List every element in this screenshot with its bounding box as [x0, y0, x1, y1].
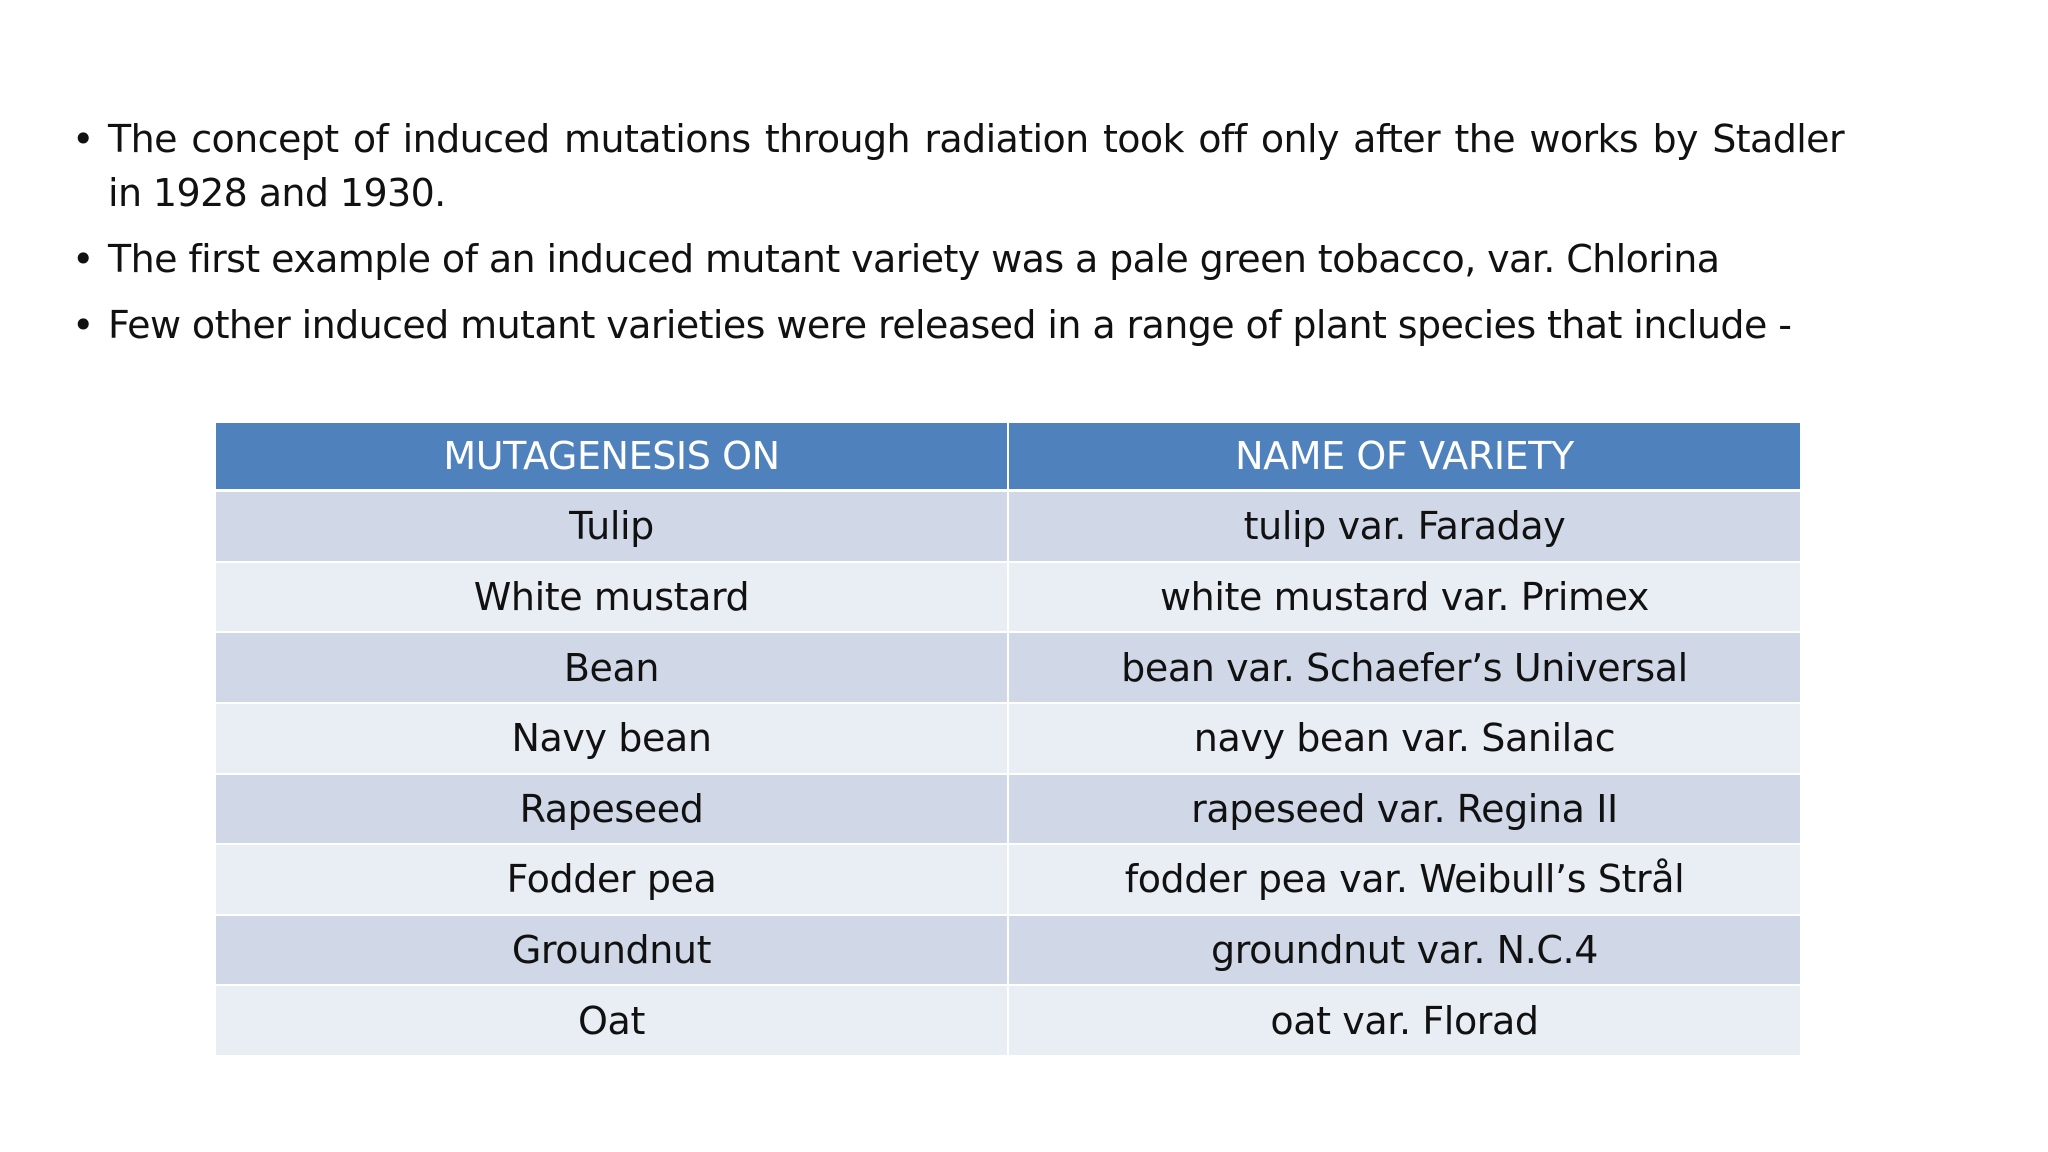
- table-row: [215, 915, 1801, 986]
- bullet-item: [72, 298, 1844, 352]
- bullet-dot-icon: •: [72, 303, 94, 347]
- variety-table: [214, 423, 1802, 1055]
- bullet-item: [72, 112, 1844, 220]
- cell-crop: Fodder pea: [215, 844, 1008, 915]
- cell-variety: rapeseed var. Regina II: [1008, 774, 1801, 845]
- bullet-text: Few other induced mutant varieties were released in a range of plant species that include -: [108, 303, 1792, 347]
- cell-crop: Groundnut: [215, 915, 1008, 986]
- cell-crop: Bean: [215, 632, 1008, 703]
- bullet-list: [72, 112, 1844, 364]
- variety-table-container: [214, 423, 1800, 1055]
- cell-variety: fodder pea var. Weibull’s Strål: [1008, 844, 1801, 915]
- cell-variety: white mustard var. Primex: [1008, 562, 1801, 633]
- cell-variety: bean var. Schaefer’s Universal: [1008, 632, 1801, 703]
- cell-variety: oat var. Florad: [1008, 985, 1801, 1055]
- cell-crop: Tulip: [215, 491, 1008, 562]
- table-row: [215, 844, 1801, 915]
- header-mutagenesis-on: MUTAGENESIS ON: [215, 423, 1008, 491]
- cell-crop: White mustard: [215, 562, 1008, 633]
- bullet-text: The first example of an induced mutant variety was a pale green tobacco, var. Chlorina: [108, 237, 1720, 281]
- table-row: [215, 491, 1801, 562]
- cell-crop: Navy bean: [215, 703, 1008, 774]
- table-row: [215, 562, 1801, 633]
- table-row: [215, 985, 1801, 1055]
- table-header-row: [215, 423, 1801, 491]
- cell-crop: Rapeseed: [215, 774, 1008, 845]
- cell-variety: navy bean var. Sanilac: [1008, 703, 1801, 774]
- cell-variety: groundnut var. N.C.4: [1008, 915, 1801, 986]
- bullet-dot-icon: •: [72, 237, 94, 281]
- table-row: [215, 774, 1801, 845]
- header-name-of-variety: NAME OF VARIETY: [1008, 423, 1801, 491]
- table-row: [215, 632, 1801, 703]
- bullet-dot-icon: •: [72, 117, 94, 161]
- cell-crop: Oat: [215, 985, 1008, 1055]
- bullet-text: The concept of induced mutations through radiation took off only after the works by Stadler in 1928 and 1930.: [108, 117, 1844, 215]
- table-row: [215, 703, 1801, 774]
- cell-variety: tulip var. Faraday: [1008, 491, 1801, 562]
- bullet-item: [72, 232, 1844, 286]
